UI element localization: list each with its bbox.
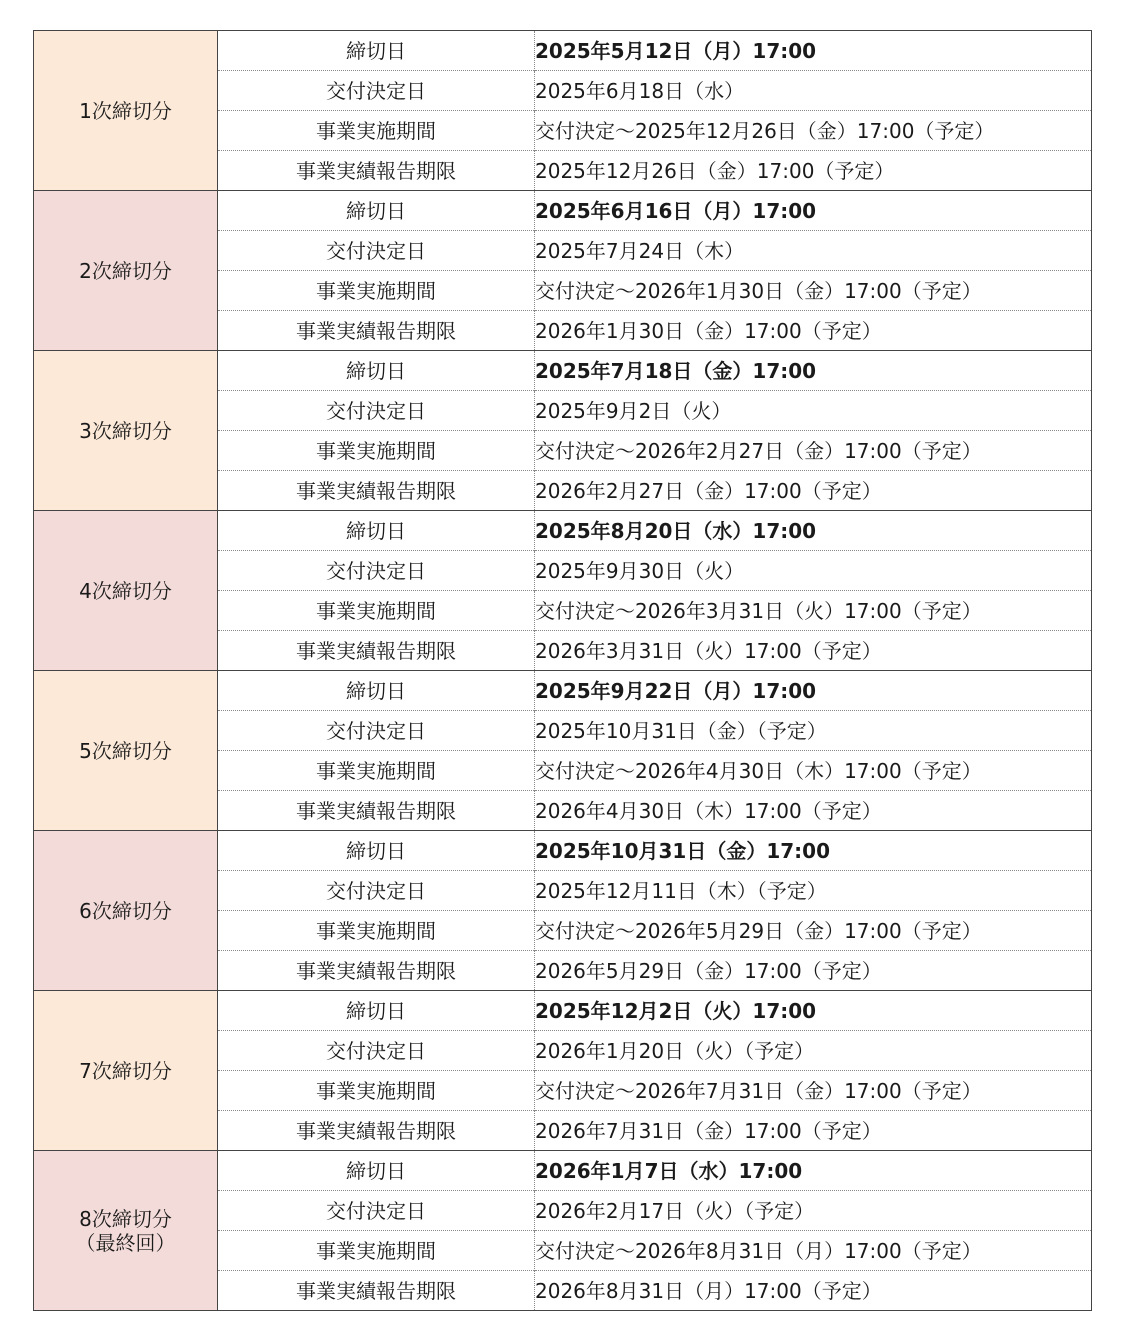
row-value: 交付決定～2026年2月27日（金）17:00（予定） (535, 431, 1092, 471)
row-label: 事業実施期間 (218, 751, 535, 791)
row-value: 交付決定～2026年4月30日（木）17:00（予定） (535, 751, 1092, 791)
row-label: 交付決定日 (218, 231, 535, 271)
row-label: 交付決定日 (218, 1191, 535, 1231)
row-label: 事業実績報告期限 (218, 791, 535, 831)
table-row (34, 351, 1092, 391)
row-label: 事業実績報告期限 (218, 1271, 535, 1311)
round-cell (34, 831, 218, 991)
row-label: 事業実績報告期限 (218, 1111, 535, 1151)
table-row (34, 191, 1092, 231)
row-value: 交付決定～2026年8月31日（月）17:00（予定） (535, 1231, 1092, 1271)
row-value: 2026年7月31日（金）17:00（予定） (535, 1111, 1092, 1151)
row-value: 2025年10月31日（金）（予定） (535, 711, 1092, 751)
row-label: 事業実施期間 (218, 591, 535, 631)
row-value: 2026年2月17日（火）（予定） (535, 1191, 1092, 1231)
row-label: 交付決定日 (218, 391, 535, 431)
row-label: 締切日 (218, 991, 535, 1031)
row-label: 事業実績報告期限 (218, 311, 535, 351)
round-name: 4次締切分 (79, 578, 172, 603)
round-cell (34, 671, 218, 831)
row-value: 2025年9月2日（火） (535, 391, 1092, 431)
row-label: 事業実績報告期限 (218, 951, 535, 991)
deadline-value: 2025年8月20日（水）17:00 (535, 511, 1092, 551)
round-name: 5次締切分 (79, 738, 172, 763)
round-name: 3次締切分 (79, 418, 172, 443)
row-value: 交付決定～2026年7月31日（金）17:00（予定） (535, 1071, 1092, 1111)
table-row (34, 511, 1092, 551)
row-label: 締切日 (218, 351, 535, 391)
row-label: 交付決定日 (218, 711, 535, 751)
row-label: 締切日 (218, 671, 535, 711)
row-label: 事業実施期間 (218, 1231, 535, 1271)
round-cell (34, 1151, 218, 1311)
row-value: 2025年9月30日（火） (535, 551, 1092, 591)
row-label: 締切日 (218, 831, 535, 871)
deadline-value: 2025年10月31日（金）17:00 (535, 831, 1092, 871)
round-cell (34, 191, 218, 351)
table-row (34, 1151, 1092, 1191)
row-label: 事業実績報告期限 (218, 151, 535, 191)
round-cell (34, 991, 218, 1151)
deadline-value: 2025年5月12日（月）17:00 (535, 31, 1092, 71)
deadline-value: 2025年9月22日（月）17:00 (535, 671, 1092, 711)
table-row (34, 831, 1092, 871)
deadline-value: 2025年12月2日（火）17:00 (535, 991, 1092, 1031)
row-value: 2025年12月26日（金）17:00（予定） (535, 151, 1092, 191)
row-value: 2025年6月18日（水） (535, 71, 1092, 111)
schedule-table-body (34, 31, 1092, 1311)
row-label: 締切日 (218, 1151, 535, 1191)
deadline-value: 2025年7月18日（金）17:00 (535, 351, 1092, 391)
row-label: 交付決定日 (218, 871, 535, 911)
row-value: 2026年1月20日（火）（予定） (535, 1031, 1092, 1071)
row-value: 交付決定～2026年1月30日（金）17:00（予定） (535, 271, 1092, 311)
row-value: 交付決定～2026年3月31日（火）17:00（予定） (535, 591, 1092, 631)
round-cell (34, 511, 218, 671)
row-value: 2026年2月27日（金）17:00（予定） (535, 471, 1092, 511)
round-name: 6次締切分 (79, 898, 172, 923)
deadline-schedule-table (33, 30, 1092, 1311)
row-label: 交付決定日 (218, 1031, 535, 1071)
row-value: 2026年8月31日（月）17:00（予定） (535, 1271, 1092, 1311)
row-value: 交付決定～2025年12月26日（金）17:00（予定） (535, 111, 1092, 151)
round-cell (34, 31, 218, 191)
row-value: 2026年4月30日（木）17:00（予定） (535, 791, 1092, 831)
row-label: 締切日 (218, 31, 535, 71)
row-label: 事業実施期間 (218, 1071, 535, 1111)
row-label: 事業実施期間 (218, 911, 535, 951)
round-name: 2次締切分 (79, 258, 172, 283)
round-name: 7次締切分 (79, 1058, 172, 1083)
row-label: 交付決定日 (218, 551, 535, 591)
row-label: 事業実績報告期限 (218, 471, 535, 511)
round-cell (34, 351, 218, 511)
row-value: 2026年5月29日（金）17:00（予定） (535, 951, 1092, 991)
table-row (34, 31, 1092, 71)
row-value: 交付決定～2026年5月29日（金）17:00（予定） (535, 911, 1092, 951)
table-row (34, 671, 1092, 711)
row-label: 事業実施期間 (218, 271, 535, 311)
row-label: 締切日 (218, 191, 535, 231)
row-label: 交付決定日 (218, 71, 535, 111)
deadline-value: 2026年1月7日（水）17:00 (535, 1151, 1092, 1191)
round-note: （最終回） (75, 1230, 176, 1255)
row-value: 2025年7月24日（木） (535, 231, 1092, 271)
deadline-value: 2025年6月16日（月）17:00 (535, 191, 1092, 231)
row-value: 2026年1月30日（金）17:00（予定） (535, 311, 1092, 351)
row-value: 2026年3月31日（火）17:00（予定） (535, 631, 1092, 671)
round-name: 1次締切分 (79, 98, 172, 123)
row-label: 事業実施期間 (218, 431, 535, 471)
row-label: 事業実績報告期限 (218, 631, 535, 671)
round-name: 8次締切分 (79, 1206, 172, 1231)
row-value: 2025年12月11日（木）（予定） (535, 871, 1092, 911)
row-label: 締切日 (218, 511, 535, 551)
row-label: 事業実施期間 (218, 111, 535, 151)
table-row (34, 991, 1092, 1031)
